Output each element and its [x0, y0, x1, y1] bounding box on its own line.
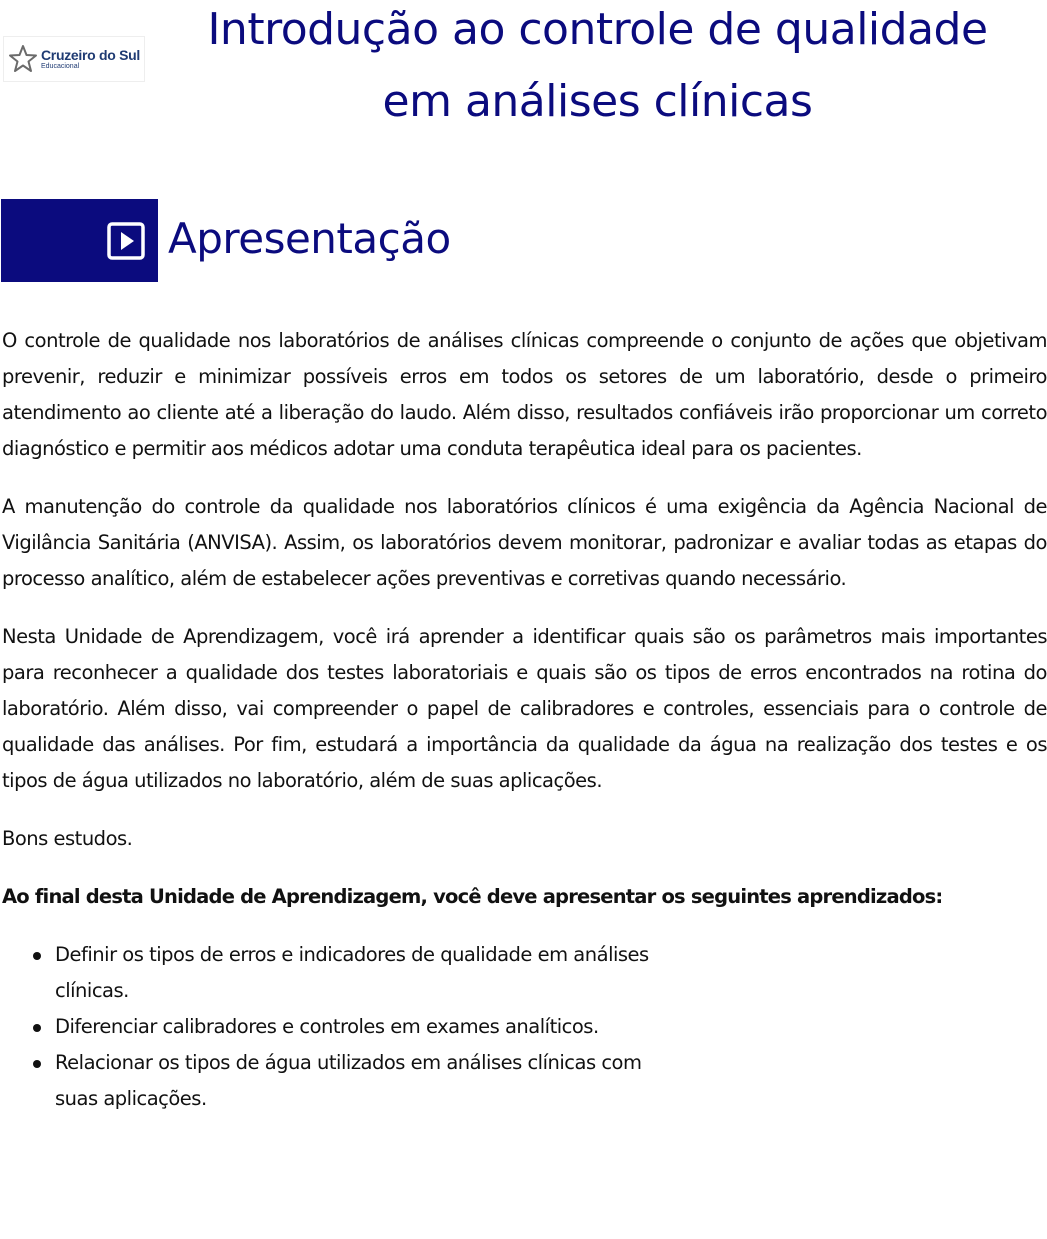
content-body	[2, 323, 1047, 1117]
list-item: Relacionar os tipos de água utilizados em análises clínicas com suas aplicações.	[55, 1045, 675, 1117]
logo-name: Cruzeiro do Sul	[41, 47, 140, 63]
play-icon	[107, 222, 145, 260]
institution-logo	[3, 36, 145, 82]
logo-subtitle: Educacional	[41, 63, 80, 70]
list-item: Diferenciar calibradores e controles em exames analíticos.	[55, 1009, 675, 1045]
unit-paragraph: Nesta Unidade de Aprendizagem, você irá aprender a identificar quais são os parâmetros mais importantes para reconhecer a qualidade dos testes laboratoriais e quais são os tipos de erros encontrados na rotina do laboratório. Além disso, vai compreender o papel de calibradores e controles, essenciais para o controle de qualidade das análises. Por fim, estudará a importância da qualidade da água na realização dos testes e os tipos de água utilizados no laboratório, além de suas aplicações.	[2, 625, 1047, 792]
section-title: Apresentação	[168, 214, 451, 263]
goals-intro: Ao final desta Unidade de Aprendizagem, você deve apresentar os seguintes aprendizados:	[2, 885, 943, 908]
list-item: Definir os tipos de erros e indicadores de qualidade em análises clínicas.	[55, 937, 675, 1009]
closing-paragraph: Bons estudos.	[2, 827, 133, 850]
title-line-1: Introdução ao controle de qualidade	[207, 4, 988, 55]
page-header	[0, 0, 1047, 130]
anvisa-paragraph: A manutenção do controle da qualidade nos laboratórios clínicos é uma exigência da Agência Nacional de Vigilância Sanitária (ANVISA). Assim, os laboratórios devem monitorar, padronizar e avaliar todas as etapas do processo analítico, além de estabelecer ações preventivas e corretivas quando necessário.	[2, 495, 1047, 590]
star-logo-icon	[8, 44, 38, 74]
page-title	[150, 0, 1045, 138]
title-line-2: em análises clínicas	[382, 76, 813, 127]
intro-paragraph: O controle de qualidade nos laboratórios de análises clínicas compreende o conjunto de ações que objetivam prevenir, reduzir e minimizar possíveis erros em todos os setores de um laboratório, desde o primeiro atendimento ao cliente até a liberação do laudo. Além disso, resultados confiáveis irão proporcionar um correto diagnóstico e permitir aos médicos adotar uma conduta terapêutica ideal para os pacientes.	[2, 329, 1047, 460]
logo-text	[41, 48, 140, 70]
goals-list	[2, 937, 675, 1117]
